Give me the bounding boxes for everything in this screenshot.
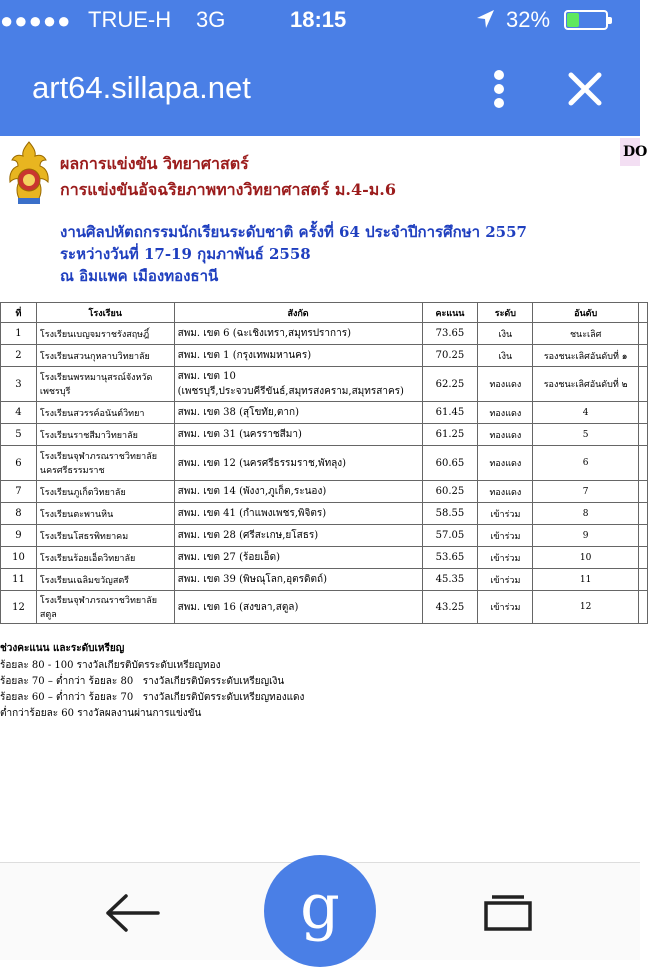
cell-level: ทองแดง [478,446,533,481]
cell-no: 7 [1,481,37,503]
table-row [1,345,648,367]
url-text[interactable]: art64.sillapa.net [32,70,251,105]
carrier-name: TRUE-H [88,7,172,32]
cell-level: เงิน [478,323,533,345]
cell-rank: 4 [533,402,639,424]
cell-affiliation-line1: สพม. เขต 10 [177,371,236,382]
cell-no: 1 [1,323,37,345]
cell-no: 11 [1,569,37,591]
cell-rank: รองชนะเลิศอันดับที่ ๑ [533,345,639,367]
cell-level: เข้าร่วม [478,503,533,525]
cell-affiliation: สพม. เขต 12 (นครศรีธรรมราช,พัทลุง) [174,446,422,481]
score-range-line: ต่ำกว่าร้อยละ 60 รางวัลผลงานผ่านการแข่งขัน [0,708,202,719]
cell-affiliation: สพม. เขต 31 (นครราชสีมา) [174,424,422,446]
school-seal-logo [6,140,52,206]
cell-extra [638,446,647,481]
cell-rank: ชนะเลิศ [533,323,639,345]
battery-tip [608,17,612,24]
cell-school: โรงเรียนร้อยเอ็ดวิทยาลัย [36,547,174,569]
cell-rank: 10 [533,547,639,569]
battery-percent: 32% [506,7,551,32]
cell-score: 73.65 [422,323,478,345]
cell-affiliation: สพม. เขต 39 (พิษณุโลก,อุตรดิตถ์) [174,569,422,591]
cell-extra [638,503,647,525]
event-name: งานศิลปหัตถกรรมนักเรียนระดับชาติ ครั้งที่ 64 ประจำปีการศึกษา 2557 [60,223,527,241]
cell-affiliation: สพม. เขต 1 (กรุงเทพมหานคร) [174,345,422,367]
cell-no: 9 [1,525,37,547]
network-type: 3G [196,7,226,32]
cell-no: 10 [1,547,37,569]
header-level: ระดับ [478,303,533,323]
cell-rank: 11 [533,569,639,591]
cell-no: 2 [1,345,37,367]
cell-school: โรงเรียนสวรรค์อนันต์วิทยา [36,402,174,424]
cell-affiliation-line2: (เพชรบุรี,ประจวบคีรีขันธ์,สมุทรสงคราม,สมุทรสาคร) [177,386,404,397]
table-row [1,446,648,481]
cell-school: โรงเรียนภูเก็ตวิทยาลัย [36,481,174,503]
cell-score: 60.65 [422,446,478,481]
location-arrow-icon [475,8,495,30]
cell-score: 57.05 [422,525,478,547]
cell-extra [638,481,647,503]
back-arrow-icon[interactable] [104,893,160,933]
table-row [1,591,648,624]
cell-affiliation: สพม. เขต 6 (ฉะเชิงเทรา,สมุทรปราการ) [174,323,422,345]
cell-score: 62.25 [422,367,478,402]
table-row [1,367,648,402]
cell-score: 61.45 [422,402,478,424]
web-page [0,136,648,862]
cell-affiliation: สพม. เขต 28 (ศรีสะเกษ,ยโสธร) [174,525,422,547]
cell-affiliation: สพม. เขต 27 (ร้อยเอ็ด) [174,547,422,569]
cell-school-line2: นครศรีธรรมราช [39,466,105,476]
table-row [1,402,648,424]
cell-extra [638,547,647,569]
more-vert-icon[interactable] [488,70,512,108]
cell-level: เข้าร่วม [478,569,533,591]
cell-score: 45.35 [422,569,478,591]
header-affiliation: สังกัด [174,303,422,323]
page-title: ผลการแข่งขัน วิทยาศาสตร์ [60,154,249,173]
page-subtitle: การแข่งขันอัจฉริยภาพทางวิทยาศาสตร์ ม.4-ม.6 [60,180,396,199]
cell-score: 60.25 [422,481,478,503]
cell-rank: 9 [533,525,639,547]
cell-level: เข้าร่วม [478,525,533,547]
cell-school: โรงเรียนราชสีมาวิทยาลัย [36,424,174,446]
header-no: ที่ [1,303,37,323]
cell-rank: 8 [533,503,639,525]
score-range-heading: ช่วงคะแนน และระดับเหรียญ [0,643,125,654]
table-row [1,569,648,591]
bottom-toolbar [0,862,640,960]
clock: 18:15 [290,7,347,32]
cell-score: 61.25 [422,424,478,446]
cell-school-line1: โรงเรียนจุฬาภรณราชวิทยาลัย [39,452,158,462]
cell-score: 53.65 [422,547,478,569]
table-row [1,424,648,446]
google-search-button[interactable]: g [264,855,376,967]
cell-affiliation [174,367,422,402]
signal-strength-icon: ●●●●● [0,8,72,33]
event-dates: ระหว่างวันที่ 17-19 กุมภาพันธ์ 2558 [60,245,311,263]
cell-extra [638,569,647,591]
cell-level: เข้าร่วม [478,547,533,569]
cell-affiliation: สพม. เขต 38 (สุโขทัย,ตาก) [174,402,422,424]
table-row [1,481,648,503]
cell-level: ทองแดง [478,481,533,503]
cell-level: ทองแดง [478,367,533,402]
cell-school: โรงเรียนเบญจมราชรังสฤษฎิ์ [36,323,174,345]
cell-score: 43.25 [422,591,478,624]
cell-affiliation: สพม. เขต 16 (สงขลา,สตูล) [174,591,422,624]
cell-school [36,446,174,481]
table-header-row [1,303,648,323]
cell-rank: 5 [533,424,639,446]
browser-top-bar [0,0,640,136]
table-row [1,525,648,547]
cell-no: 6 [1,446,37,481]
results-table [0,302,648,624]
cell-affiliation: สพม. เขต 41 (กำแพงเพชร,พิจิตร) [174,503,422,525]
cell-no: 5 [1,424,37,446]
battery-fill [567,13,579,27]
cell-school: โรงเรียนตะพานหิน [36,503,174,525]
tabs-icon[interactable] [484,895,532,931]
table-row [1,503,648,525]
cell-rank: 7 [533,481,639,503]
header-score: คะแนน [422,303,478,323]
cell-rank: รองชนะเลิศอันดับที่ ๒ [533,367,639,402]
close-icon[interactable] [566,70,604,108]
cell-score: 58.55 [422,503,478,525]
cell-extra [638,323,647,345]
battery-icon [564,10,608,30]
cell-no: 8 [1,503,37,525]
header-rank: อันดับ [533,303,639,323]
score-range-line: ร้อยละ 60 – ต่ำกว่า ร้อยละ 70 รางวัลเกียรติบัตรระดับเหรียญทองแดง [0,692,305,703]
cell-level: ทองแดง [478,424,533,446]
cell-no: 3 [1,367,37,402]
event-venue: ณ อิมแพค เมืองทองธานี [60,267,219,285]
cell-no: 12 [1,591,37,624]
cell-level: เงิน [478,345,533,367]
score-range-line: ร้อยละ 80 - 100 รางวัลเกียรติบัตรระดับเหรียญทอง [0,660,221,671]
cell-rank: 12 [533,591,639,624]
cell-school: โรงเรียนสวนกุหลาบวิทยาลัย [36,345,174,367]
cell-extra [638,402,647,424]
cell-affiliation: สพม. เขต 14 (พังงา,ภูเก็ต,ระนอง) [174,481,422,503]
corner-label: DO [620,138,640,166]
cell-school: โรงเรียนจุฬาภรณราชวิทยาลัย สตูล [36,591,174,624]
cell-no: 4 [1,402,37,424]
cell-school: โรงเรียนเฉลิมขวัญสตรี [36,569,174,591]
status-bar [0,0,640,40]
table-row [1,547,648,569]
cell-extra [638,345,647,367]
header-school: โรงเรียน [36,303,174,323]
cell-extra [638,367,647,402]
cell-extra [638,591,647,624]
header-extra [638,303,647,323]
cell-school: โรงเรียนโสธรพิทยาคม [36,525,174,547]
cell-extra [638,424,647,446]
cell-rank: 6 [533,446,639,481]
score-range-line: ร้อยละ 70 – ต่ำกว่า ร้อยละ 80 รางวัลเกียรติบัตรระดับเหรียญเงิน [0,676,285,687]
cell-school: โรงเรียนพรหมานุสรณ์จังหวัดเพชรบุรี [36,367,174,402]
cell-extra [638,525,647,547]
cell-level: ทองแดง [478,402,533,424]
table-row [1,323,648,345]
cell-level: เข้าร่วม [478,591,533,624]
cell-score: 70.25 [422,345,478,367]
